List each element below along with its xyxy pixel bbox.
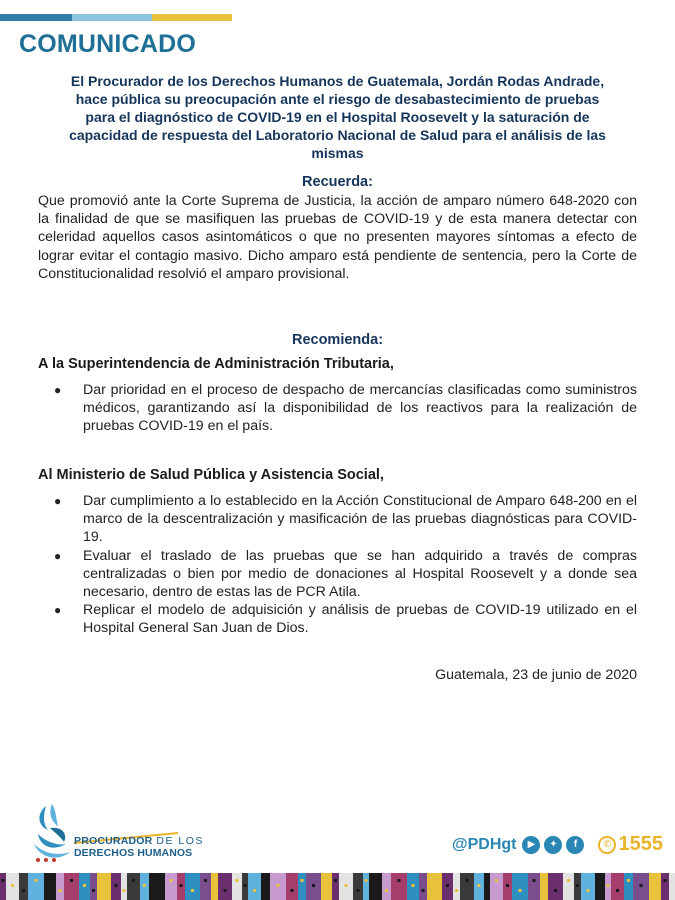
pattern-stripe <box>363 873 369 900</box>
pattern-dot <box>35 879 38 882</box>
pattern-stripe <box>149 873 165 900</box>
pattern-dot <box>466 879 469 882</box>
pattern-dot <box>567 879 570 882</box>
pattern-dot <box>357 889 360 892</box>
ministerio-recommendations-list <box>38 492 637 638</box>
pattern-stripe <box>127 873 140 900</box>
pattern-dot <box>345 884 348 887</box>
pattern-stripe <box>56 873 64 900</box>
logo-wordmark: PROCURADOR DE LOS DERECHOS HUMANOS <box>74 835 204 859</box>
recipient-sat: A la Superintendencia de Administración Tributaria, <box>38 356 394 372</box>
hotline[interactable] <box>598 833 663 856</box>
pattern-stripe <box>419 873 427 900</box>
recomienda-heading: Recomienda: <box>291 332 384 348</box>
pattern-dot <box>180 884 183 887</box>
pattern-dot <box>506 884 509 887</box>
pattern-stripe <box>165 873 177 900</box>
pattern-dot <box>422 889 425 892</box>
pattern-dot <box>143 884 146 887</box>
pattern-stripe <box>218 873 232 900</box>
bullet-icon: ● <box>54 383 62 397</box>
pattern-stripe <box>649 873 661 900</box>
pattern-stripe <box>185 873 200 900</box>
pattern-dot <box>533 879 536 882</box>
recuerda-heading: Recuerda: <box>302 174 373 190</box>
pattern-dot <box>325 889 328 892</box>
pattern-stripe <box>19 873 28 900</box>
pattern-dot <box>291 889 294 892</box>
recipient-ministerio: Al Ministerio de Salud Pública y Asistencia Social, <box>38 467 384 483</box>
pattern-dot <box>495 879 498 882</box>
pattern-stripe <box>332 873 339 900</box>
pattern-dot <box>433 879 436 882</box>
pattern-stripe <box>595 873 605 900</box>
pattern-dot <box>640 884 643 887</box>
pattern-dot <box>123 889 126 892</box>
pattern-dot <box>554 889 557 892</box>
pattern-stripe <box>453 873 460 900</box>
pattern-stripe <box>484 873 490 900</box>
pattern-stripe <box>321 873 332 900</box>
bullet-icon: ● <box>54 548 62 563</box>
pattern-dot <box>301 879 304 882</box>
pattern-stripe <box>298 873 306 900</box>
pattern-dot <box>519 889 522 892</box>
pattern-stripe <box>90 873 97 900</box>
pattern-dot <box>664 879 667 882</box>
accent-bar-dark-blue <box>0 14 72 21</box>
list-item: ● Evaluar el traslado de las pruebas que se han adquirido a través de compras centralizadas o bien por medio de donaciones al Hospital Roosevelt y a donde sea necesario, dentro de estas las de PCR Atila. <box>54 547 637 601</box>
pattern-dot <box>22 889 25 892</box>
social-bar <box>452 833 663 856</box>
pattern-dot <box>264 879 267 882</box>
pattern-dot <box>446 884 449 887</box>
pattern-dot <box>385 889 388 892</box>
pattern-dot <box>236 879 239 882</box>
pattern-stripe <box>669 873 675 900</box>
pattern-stripe <box>611 873 624 900</box>
bullet-icon: ● <box>54 603 62 618</box>
recuerda-paragraph: Que promovió ante la Corte Suprema de Justicia, la acción de amparo número 648-2020 con la finalidad de que se masifiquen las pruebas de COVID-19 y de esta manera detectar con celeridad aquellos casos asintomáticos o que no presenten mayores síntomas a efecto de lograr evitar el contagio masivo. Dicho amparo está pendiente de sentencia, pero la Corte de Constitucionalidad resolvió el amparo provisional. <box>38 193 637 282</box>
pattern-stripe <box>261 873 270 900</box>
pattern-stripe <box>548 873 563 900</box>
pattern-dot <box>398 879 401 882</box>
list-item: ● Dar cumplimiento a lo establecido en la Acción Constitucional de Amparo 648-200 en el marco de la descentralización y masificación de las pruebas diagnósticas para COVID-19. <box>54 493 637 546</box>
twitter-icon[interactable]: ✦ <box>544 836 562 854</box>
pattern-dot <box>49 884 52 887</box>
top-accent-bar <box>0 14 232 21</box>
youtube-icon[interactable]: ▶ <box>522 836 540 854</box>
accent-bar-yellow <box>152 14 232 21</box>
pattern-stripe <box>353 873 363 900</box>
pattern-dot <box>599 879 602 882</box>
pattern-dot <box>11 884 14 887</box>
pattern-dot <box>213 884 216 887</box>
document-date: Guatemala, 23 de junio de 2020 <box>435 667 637 683</box>
pattern-dot <box>253 889 256 892</box>
facebook-icon[interactable]: f <box>566 836 584 854</box>
pattern-stripe <box>382 873 391 900</box>
list-item: ● Replicar el modelo de adquisición y análisis de pruebas de COVID-19 utilizado en el Hospital General San Juan de Dios. <box>54 602 637 637</box>
pattern-dot <box>654 889 657 892</box>
pattern-dot <box>576 884 579 887</box>
pattern-stripe <box>200 873 211 900</box>
pattern-dot <box>627 879 630 882</box>
pattern-stripe <box>624 873 633 900</box>
pattern-dot <box>244 884 247 887</box>
pattern-stripe <box>97 873 111 900</box>
pattern-stripe <box>28 873 44 900</box>
pattern-dot <box>132 879 135 882</box>
pattern-stripe <box>427 873 442 900</box>
pattern-stripe <box>512 873 528 900</box>
hotline-number: 1555 <box>618 833 663 855</box>
pattern-stripe <box>64 873 79 900</box>
bullet-icon: ● <box>54 494 62 508</box>
pattern-dot <box>486 889 489 892</box>
pattern-dot <box>170 879 173 882</box>
pattern-stripe <box>490 873 503 900</box>
pattern-dot <box>191 889 194 892</box>
pattern-dot <box>374 884 377 887</box>
pattern-dot <box>83 884 86 887</box>
intro-statement: El Procurador de los Derechos Humanos de Guatemala, Jordán Rodas Andrade, hace pública su preocupación ante el riesgo de desabastecimiento de pruebas para el diagnóstico de COVID-19 en el Hospital Roosevelt y la saturación de capacidad de respuesta del Laboratorio Nacional de Salud para el análisis de las mismas <box>69 73 606 161</box>
phone-icon: ✆ <box>598 836 616 854</box>
pattern-stripe <box>391 873 407 900</box>
pattern-dot <box>365 879 368 882</box>
woven-pattern-border <box>0 873 675 900</box>
accent-bar-light-blue <box>72 14 152 21</box>
pattern-dot <box>455 889 458 892</box>
pattern-dot <box>616 889 619 892</box>
pattern-dot <box>312 884 315 887</box>
pattern-dot <box>115 884 118 887</box>
pattern-stripe <box>460 873 474 900</box>
pattern-dot <box>103 879 106 882</box>
pattern-dot <box>156 889 159 892</box>
list-item: ● Dar prioridad en el proceso de despacho de mercancías clasificadas como suministros médicos, garantizando así la disponibilidad de los reactivos para la realización de pruebas COVID-19 en el país. <box>54 382 637 435</box>
pattern-dot <box>204 879 207 882</box>
pattern-dot <box>92 889 95 892</box>
pattern-dot <box>543 884 546 887</box>
page-title: COMUNICADO <box>19 30 196 58</box>
pattern-dot <box>412 884 415 887</box>
pattern-dot <box>334 879 337 882</box>
pattern-dot <box>277 884 280 887</box>
pattern-stripe <box>563 873 574 900</box>
sat-recommendations-list <box>38 381 637 436</box>
pattern-stripe <box>581 873 595 900</box>
pattern-stripe <box>248 873 261 900</box>
pattern-stripe <box>661 873 669 900</box>
pattern-dot <box>478 884 481 887</box>
pattern-stripe <box>232 873 242 900</box>
pattern-dot <box>59 889 62 892</box>
social-handle[interactable]: @PDHgt <box>452 835 517 853</box>
pattern-dot <box>224 889 227 892</box>
pattern-dot <box>587 889 590 892</box>
pattern-dot <box>607 884 610 887</box>
pattern-stripe <box>121 873 127 900</box>
pattern-dot <box>70 879 73 882</box>
pattern-dot <box>2 879 5 882</box>
pattern-stripe <box>286 873 298 900</box>
pattern-stripe <box>528 873 540 900</box>
pattern-stripe <box>0 873 6 900</box>
